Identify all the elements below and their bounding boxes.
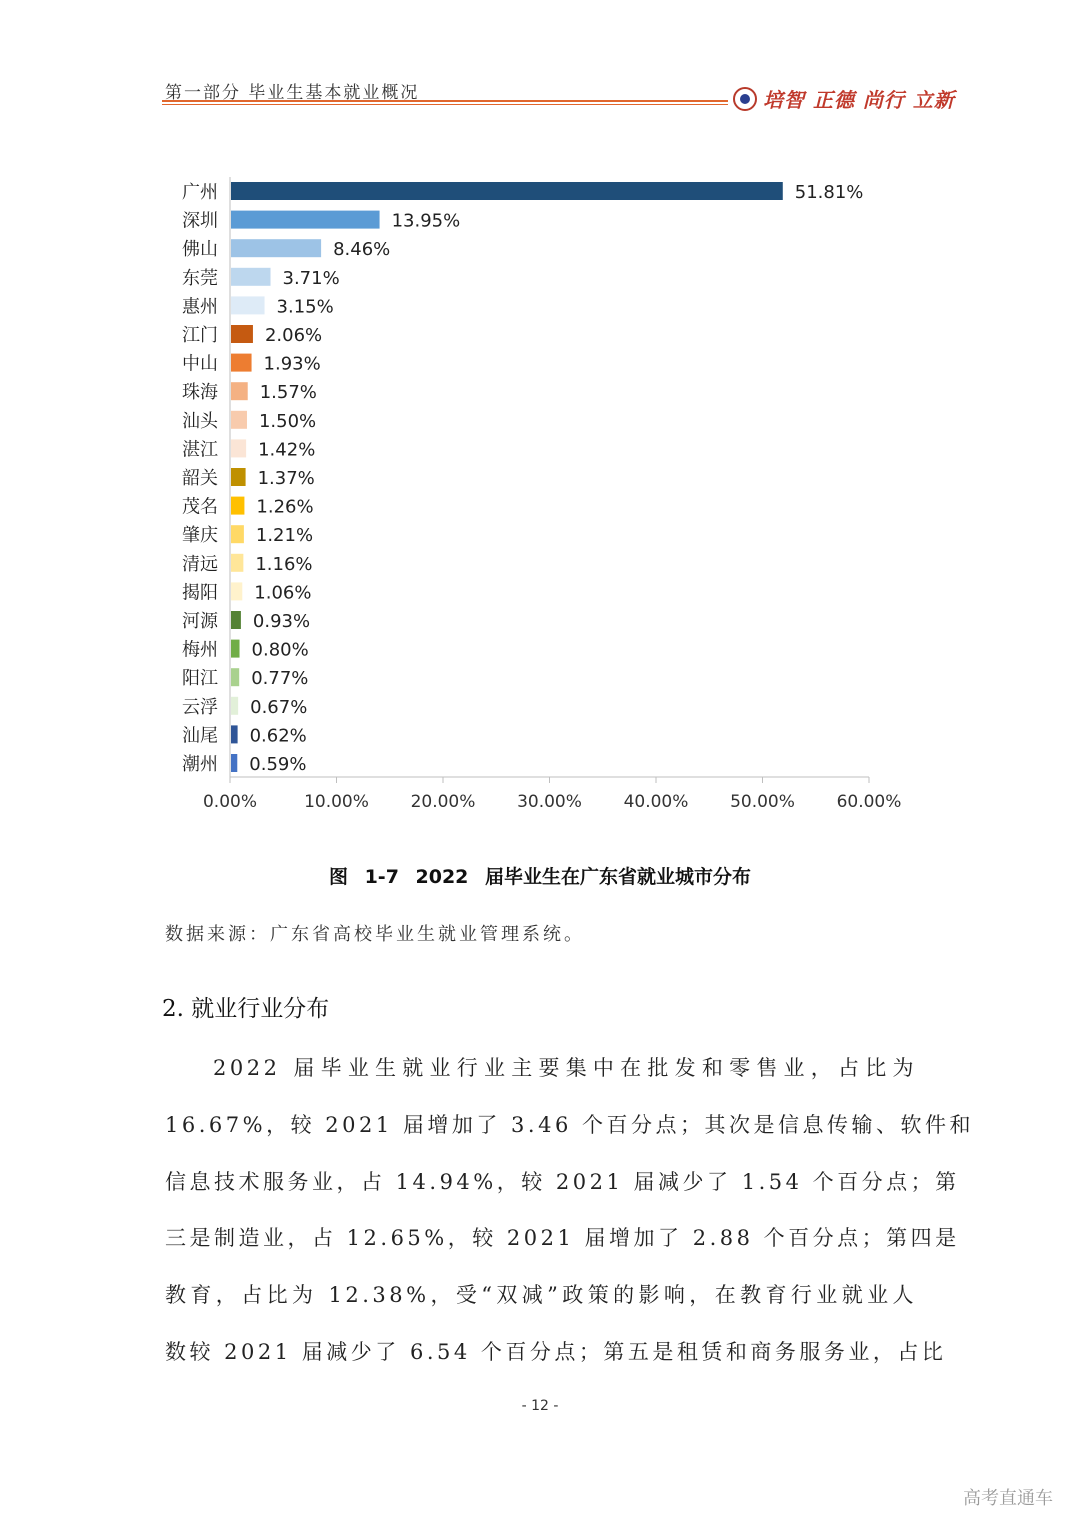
x-tick-label: 50.00% xyxy=(730,792,795,812)
category-label: 东莞 xyxy=(182,267,218,289)
bar xyxy=(231,439,246,457)
data-label: 1.57% xyxy=(259,382,317,404)
category-label: 湛江 xyxy=(182,439,218,461)
data-label: 0.93% xyxy=(252,611,311,632)
bar xyxy=(231,354,252,372)
bar xyxy=(231,725,238,743)
x-tick-label: 0.00% xyxy=(202,792,258,812)
school-motto: 培智 正德 尚行 立新 xyxy=(763,88,955,112)
bar xyxy=(231,668,239,686)
bar xyxy=(231,525,244,543)
bar xyxy=(231,211,380,229)
category-label: 广州 xyxy=(182,182,218,203)
data-label: 1.50% xyxy=(258,410,317,432)
paragraph-line-6: 数较 2021 届减少了 6.54 个百分点；第五是租赁和商务服务业，占比 xyxy=(165,1340,947,1364)
data-label: 8.46% xyxy=(333,239,391,261)
watermark: 高考直通车 xyxy=(963,1488,1053,1509)
data-label: 51.81% xyxy=(794,182,864,203)
data-label: 0.80% xyxy=(251,639,309,661)
bar xyxy=(231,554,243,572)
x-tick-label: 60.00% xyxy=(836,792,902,812)
x-tick-label: 20.00% xyxy=(410,792,476,812)
page-number: - 12 - xyxy=(521,1398,559,1414)
bar xyxy=(231,611,241,629)
category-label: 云浮 xyxy=(182,696,218,718)
bar xyxy=(231,268,271,286)
x-tick-label: 40.00% xyxy=(623,792,689,812)
category-label: 佛山 xyxy=(182,239,218,261)
category-label: 清远 xyxy=(182,553,218,575)
bar xyxy=(231,296,265,314)
paragraph-line-2: 16.67%，较 2021 届增加了 3.46 个百分点；其次是信息传输、软件和 xyxy=(165,1113,974,1137)
section-heading: 2. 就业行业分布 xyxy=(162,996,330,1022)
bar xyxy=(231,411,247,429)
header-section-title: 第一部分 毕业生基本就业概况 xyxy=(165,83,420,103)
bar xyxy=(231,640,240,658)
bar xyxy=(231,697,238,715)
data-label: 1.06% xyxy=(254,582,312,604)
bar xyxy=(231,239,321,257)
bar xyxy=(231,497,244,515)
paragraph-line-1: 2022 届毕业生就业行业主要集中在批发和零售业，占比为 xyxy=(213,1056,917,1080)
paragraph-line-3: 信息技术服务业，占 14.94%，较 2021 届减少了 1.54 个百分点；第 xyxy=(165,1170,960,1194)
data-label: 1.93% xyxy=(263,353,321,375)
category-label: 珠海 xyxy=(182,382,218,404)
category-label: 肇庆 xyxy=(182,525,218,547)
category-label: 河源 xyxy=(182,611,218,632)
category-label: 阳江 xyxy=(182,668,218,690)
data-label: 3.15% xyxy=(276,296,334,318)
bar xyxy=(231,754,237,772)
figure-caption: 图 1-7 2022 届毕业生在广东省就业城市分布 xyxy=(328,866,752,888)
category-label: 梅州 xyxy=(182,639,218,661)
bar xyxy=(231,468,246,486)
category-label: 江门 xyxy=(182,325,218,346)
category-label: 汕尾 xyxy=(182,725,218,747)
data-label: 1.26% xyxy=(256,496,314,518)
data-label: 1.21% xyxy=(255,525,314,547)
data-label: 3.71% xyxy=(282,267,340,289)
paragraph-line-4: 三是制造业，占 12.65%，较 2021 届增加了 2.88 个百分点；第四是 xyxy=(165,1226,960,1250)
x-tick-label: 10.00% xyxy=(304,792,369,812)
bar xyxy=(231,382,248,400)
category-label: 揭阳 xyxy=(182,582,218,604)
category-label: 汕头 xyxy=(182,410,218,432)
data-label: 0.67% xyxy=(250,696,308,718)
category-label: 潮州 xyxy=(182,754,218,775)
category-label: 深圳 xyxy=(182,210,218,232)
data-label: 0.77% xyxy=(251,668,309,690)
category-label: 韶关 xyxy=(182,468,218,489)
x-tick-label: 30.00% xyxy=(517,792,582,812)
data-source: 数据来源：广东省高校毕业生就业管理系统。 xyxy=(165,924,585,945)
data-label: 0.62% xyxy=(249,725,307,747)
data-label: 2.06% xyxy=(264,325,323,346)
bar xyxy=(231,325,253,343)
bar xyxy=(231,582,242,600)
data-label: 1.37% xyxy=(257,468,315,489)
data-label: 1.42% xyxy=(258,439,316,461)
data-label: 0.59% xyxy=(249,754,307,775)
category-label: 中山 xyxy=(182,353,218,375)
bar xyxy=(231,182,783,200)
category-label: 茂名 xyxy=(182,496,218,518)
data-label: 1.16% xyxy=(255,553,313,575)
paragraph-line-5: 教育，占比为 12.38%，受“双减”政策的影响，在教育行业就业人 xyxy=(165,1283,917,1307)
data-label: 13.95% xyxy=(391,210,461,232)
category-label: 惠州 xyxy=(182,296,218,318)
